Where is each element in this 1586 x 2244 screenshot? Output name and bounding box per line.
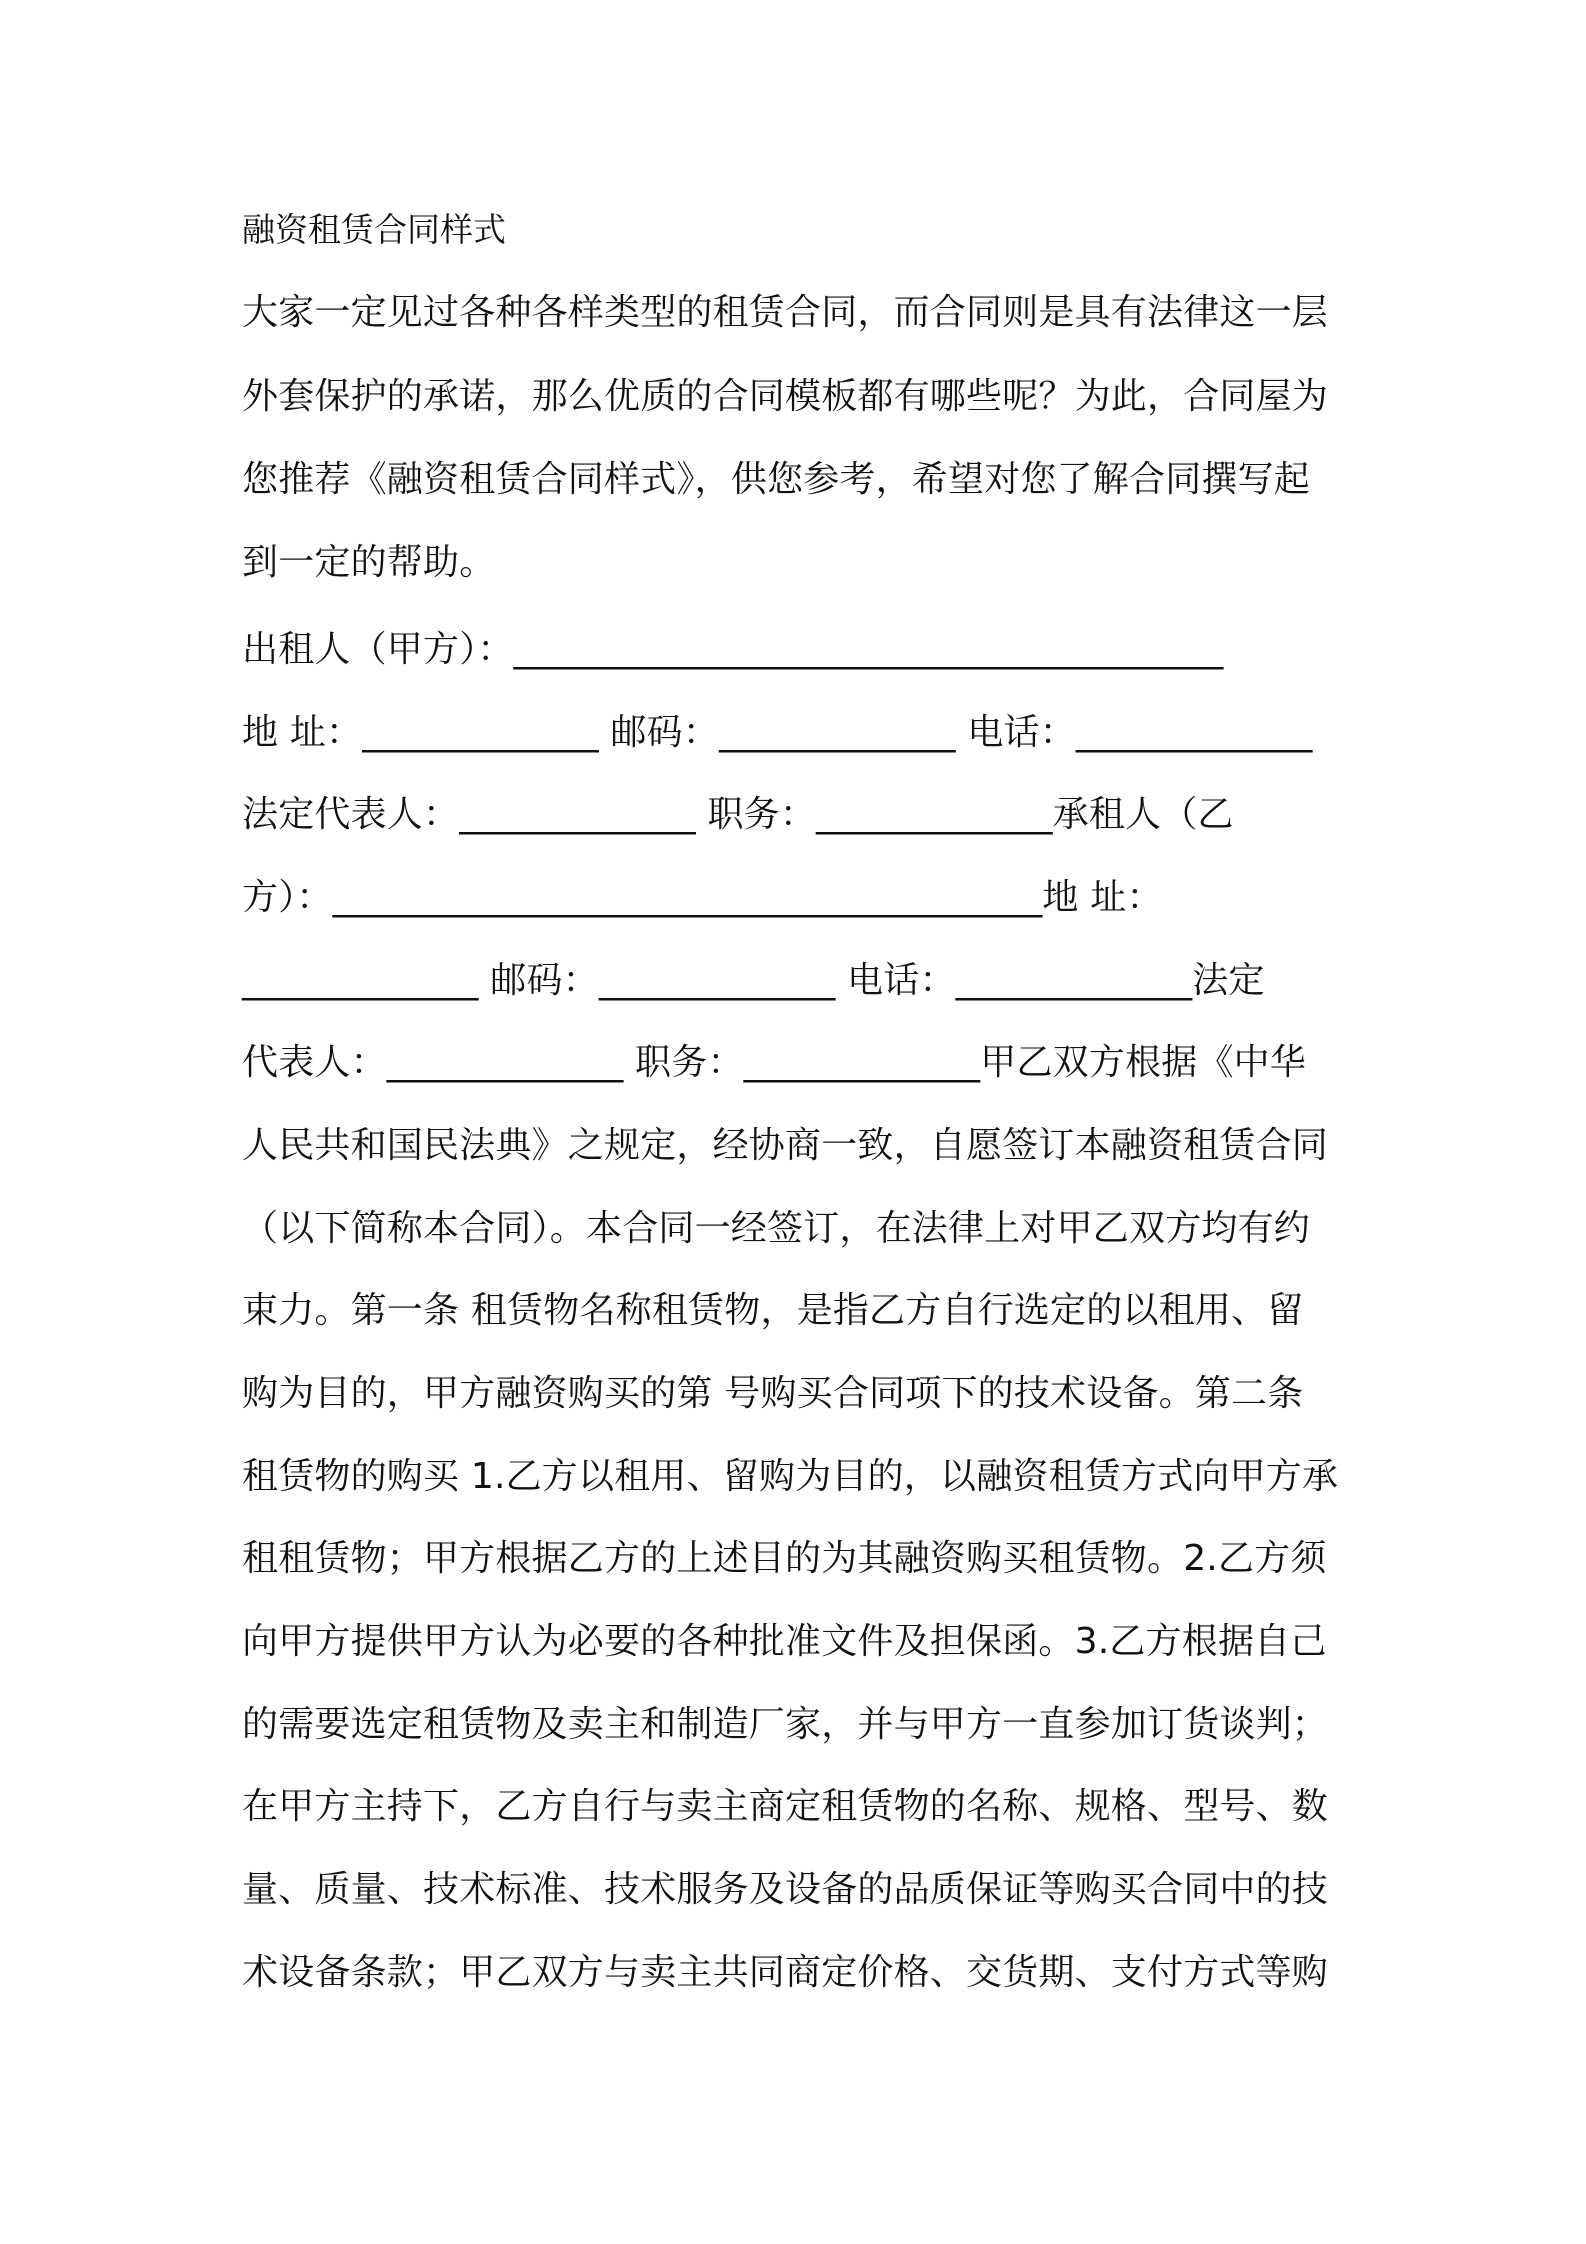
body-line: 租租赁物；甲方根据乙方的上述目的为其融资购买租赁物。2.乙方须: [242, 1538, 1327, 1579]
body-line: 到一定的帮助。: [242, 542, 496, 583]
lessor-address-field: 地 址：_____________ 邮码：_____________ 电话：_____________: [242, 712, 1313, 753]
representative-field: 法定代表人：_____________ 职务：_____________承租人（乙: [242, 794, 1234, 835]
body-line: 术设备条款；甲乙双方与卖主共同商定价格、交货期、支付方式等购: [242, 1952, 1329, 1993]
body-line: 租赁物的购买 1.乙方以租用、留购为目的，以融资租赁方式向甲方承: [242, 1456, 1339, 1497]
body-line: 人民共和国民法典》之规定，经协商一致，自愿签订本融资租赁合同: [242, 1125, 1329, 1166]
body-line: 外套保护的承诺，那么优质的合同模板都有哪些呢？为此，合同屋为: [242, 376, 1329, 417]
body-line: 大家一定见过各种各样类型的租赁合同，而合同则是具有法律这一层: [242, 292, 1329, 333]
body-line: 的需要选定租赁物及卖主和制造厂家，并与甲方一直参加订货谈判；: [242, 1704, 1329, 1745]
body-line: 您推荐《融资租赁合同样式》，供您参考，希望对您了解合同撰写起: [242, 459, 1311, 500]
body-line: （以下简称本合同）。本合同一经签订，在法律上对甲乙双方均有约: [242, 1208, 1311, 1249]
lessee-field: 方）：_______________________________________地 址：: [242, 877, 1163, 918]
body-line: 束力。第一条 租赁物名称租赁物，是指乙方自行选定的以租用、留: [242, 1290, 1304, 1331]
lessor-field: 出租人（甲方）：_______________________________________: [242, 629, 1224, 670]
lessee-representative-field: 代表人：_____________ 职务：_____________甲乙双方根据《中华: [242, 1042, 1307, 1083]
lessee-contact-field: _____________ 邮码：_____________ 电话：_____________法定: [242, 960, 1265, 1001]
body-line: 在甲方主持下，乙方自行与卖主商定租赁物的名称、规格、型号、数: [242, 1786, 1329, 1827]
body-line: 购为目的，甲方融资购买的第 号购买合同项下的技术设备。第二条: [242, 1373, 1304, 1414]
document-title: 融资租赁合同样式: [242, 210, 506, 249]
body-line: 向甲方提供甲方认为必要的各种批准文件及担保函。3.乙方根据自己: [242, 1621, 1327, 1662]
body-line: 量、质量、技术标准、技术服务及设备的品质保证等购买合同中的技: [242, 1869, 1329, 1910]
